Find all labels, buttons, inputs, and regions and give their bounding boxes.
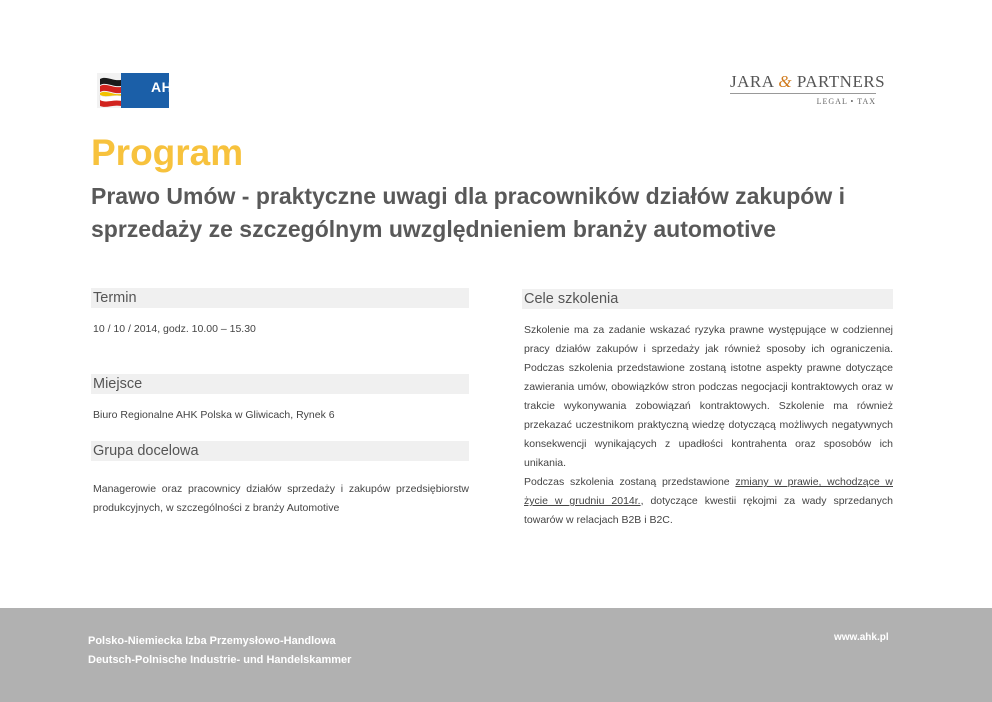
footer-organization (88, 632, 351, 670)
grupa-heading: Grupa docelowa (91, 441, 469, 461)
logo-divider (730, 93, 876, 94)
cele-heading: Cele szkolenia (522, 289, 893, 309)
termin-heading: Termin (91, 288, 469, 308)
miejsce-text: Biuro Regionalne AHK Polska w Gliwicach, Rynek 6 (93, 409, 335, 421)
footer-line-de: Deutsch-Polnische Industrie- und Handelskammer (88, 654, 352, 666)
termin-text: 10 / 10 / 2014, godz. 10.00 – 15.30 (93, 323, 256, 335)
jara-partners-subtitle: LEGAL • TAX (816, 97, 876, 106)
footer-url[interactable]: www.ahk.pl (834, 632, 889, 643)
footer-line-pl: Polsko-Niemiecka Izba Przemysłowo-Handlowa (88, 635, 336, 647)
jara-partners-title: JARA & PARTNERS (730, 72, 886, 91)
changes-underlined: zmiany w prawie, wchodzące w życie w grudniu 2014r. (524, 476, 893, 507)
ahk-logo (97, 73, 183, 108)
ahk-badge (121, 73, 183, 108)
cele-paragraph-2: Podczas szkolenia zostaną przedstawione zmiany w prawie, wchodzące w życie w grudniu 2014r., dotyczące kwestii rękojmi za wady sprzedanych towarów w relacjach B2B i B2C. (524, 476, 893, 526)
page-title: Program (91, 132, 244, 173)
miejsce-heading: Miejsce (91, 374, 469, 394)
jara-partners-logo (730, 72, 886, 112)
ahk-logo-text: AHK (151, 79, 183, 95)
cele-paragraph-1: Szkolenie ma za zadanie wskazać ryzyka prawne występujące w codziennej pracy działów zakupów i sprzedaży jak również sposoby ich ograniczenia. Podczas szkolenia przedstawione zostaną istotne aspekty prawne dotyczące zawierania umów, obowiązków stron podczas negocjacji kontraktowych oraz w trakcie wykonywania zobowiązań kontraktowych. Szkolenie ma również przekazać uczestnikom praktyczną wiedzę dotyczącą możliwych negatywnych konsekwencji wynikających z upadłości kontrahenta oraz sposobów ich unikania. (524, 324, 893, 469)
footer (0, 608, 992, 702)
grupa-text: Managerowie oraz pracownicy działów sprzedaży i zakupów przedsiębiorstw produkcyjnych, w szczególności z branży Automotive (93, 483, 469, 514)
cele-text (524, 321, 893, 530)
course-title: Prawo Umów - praktyczne uwagi dla pracowników działów zakupów i sprzedaży ze szczególnym uwzględnieniem branży automotive (91, 183, 846, 242)
